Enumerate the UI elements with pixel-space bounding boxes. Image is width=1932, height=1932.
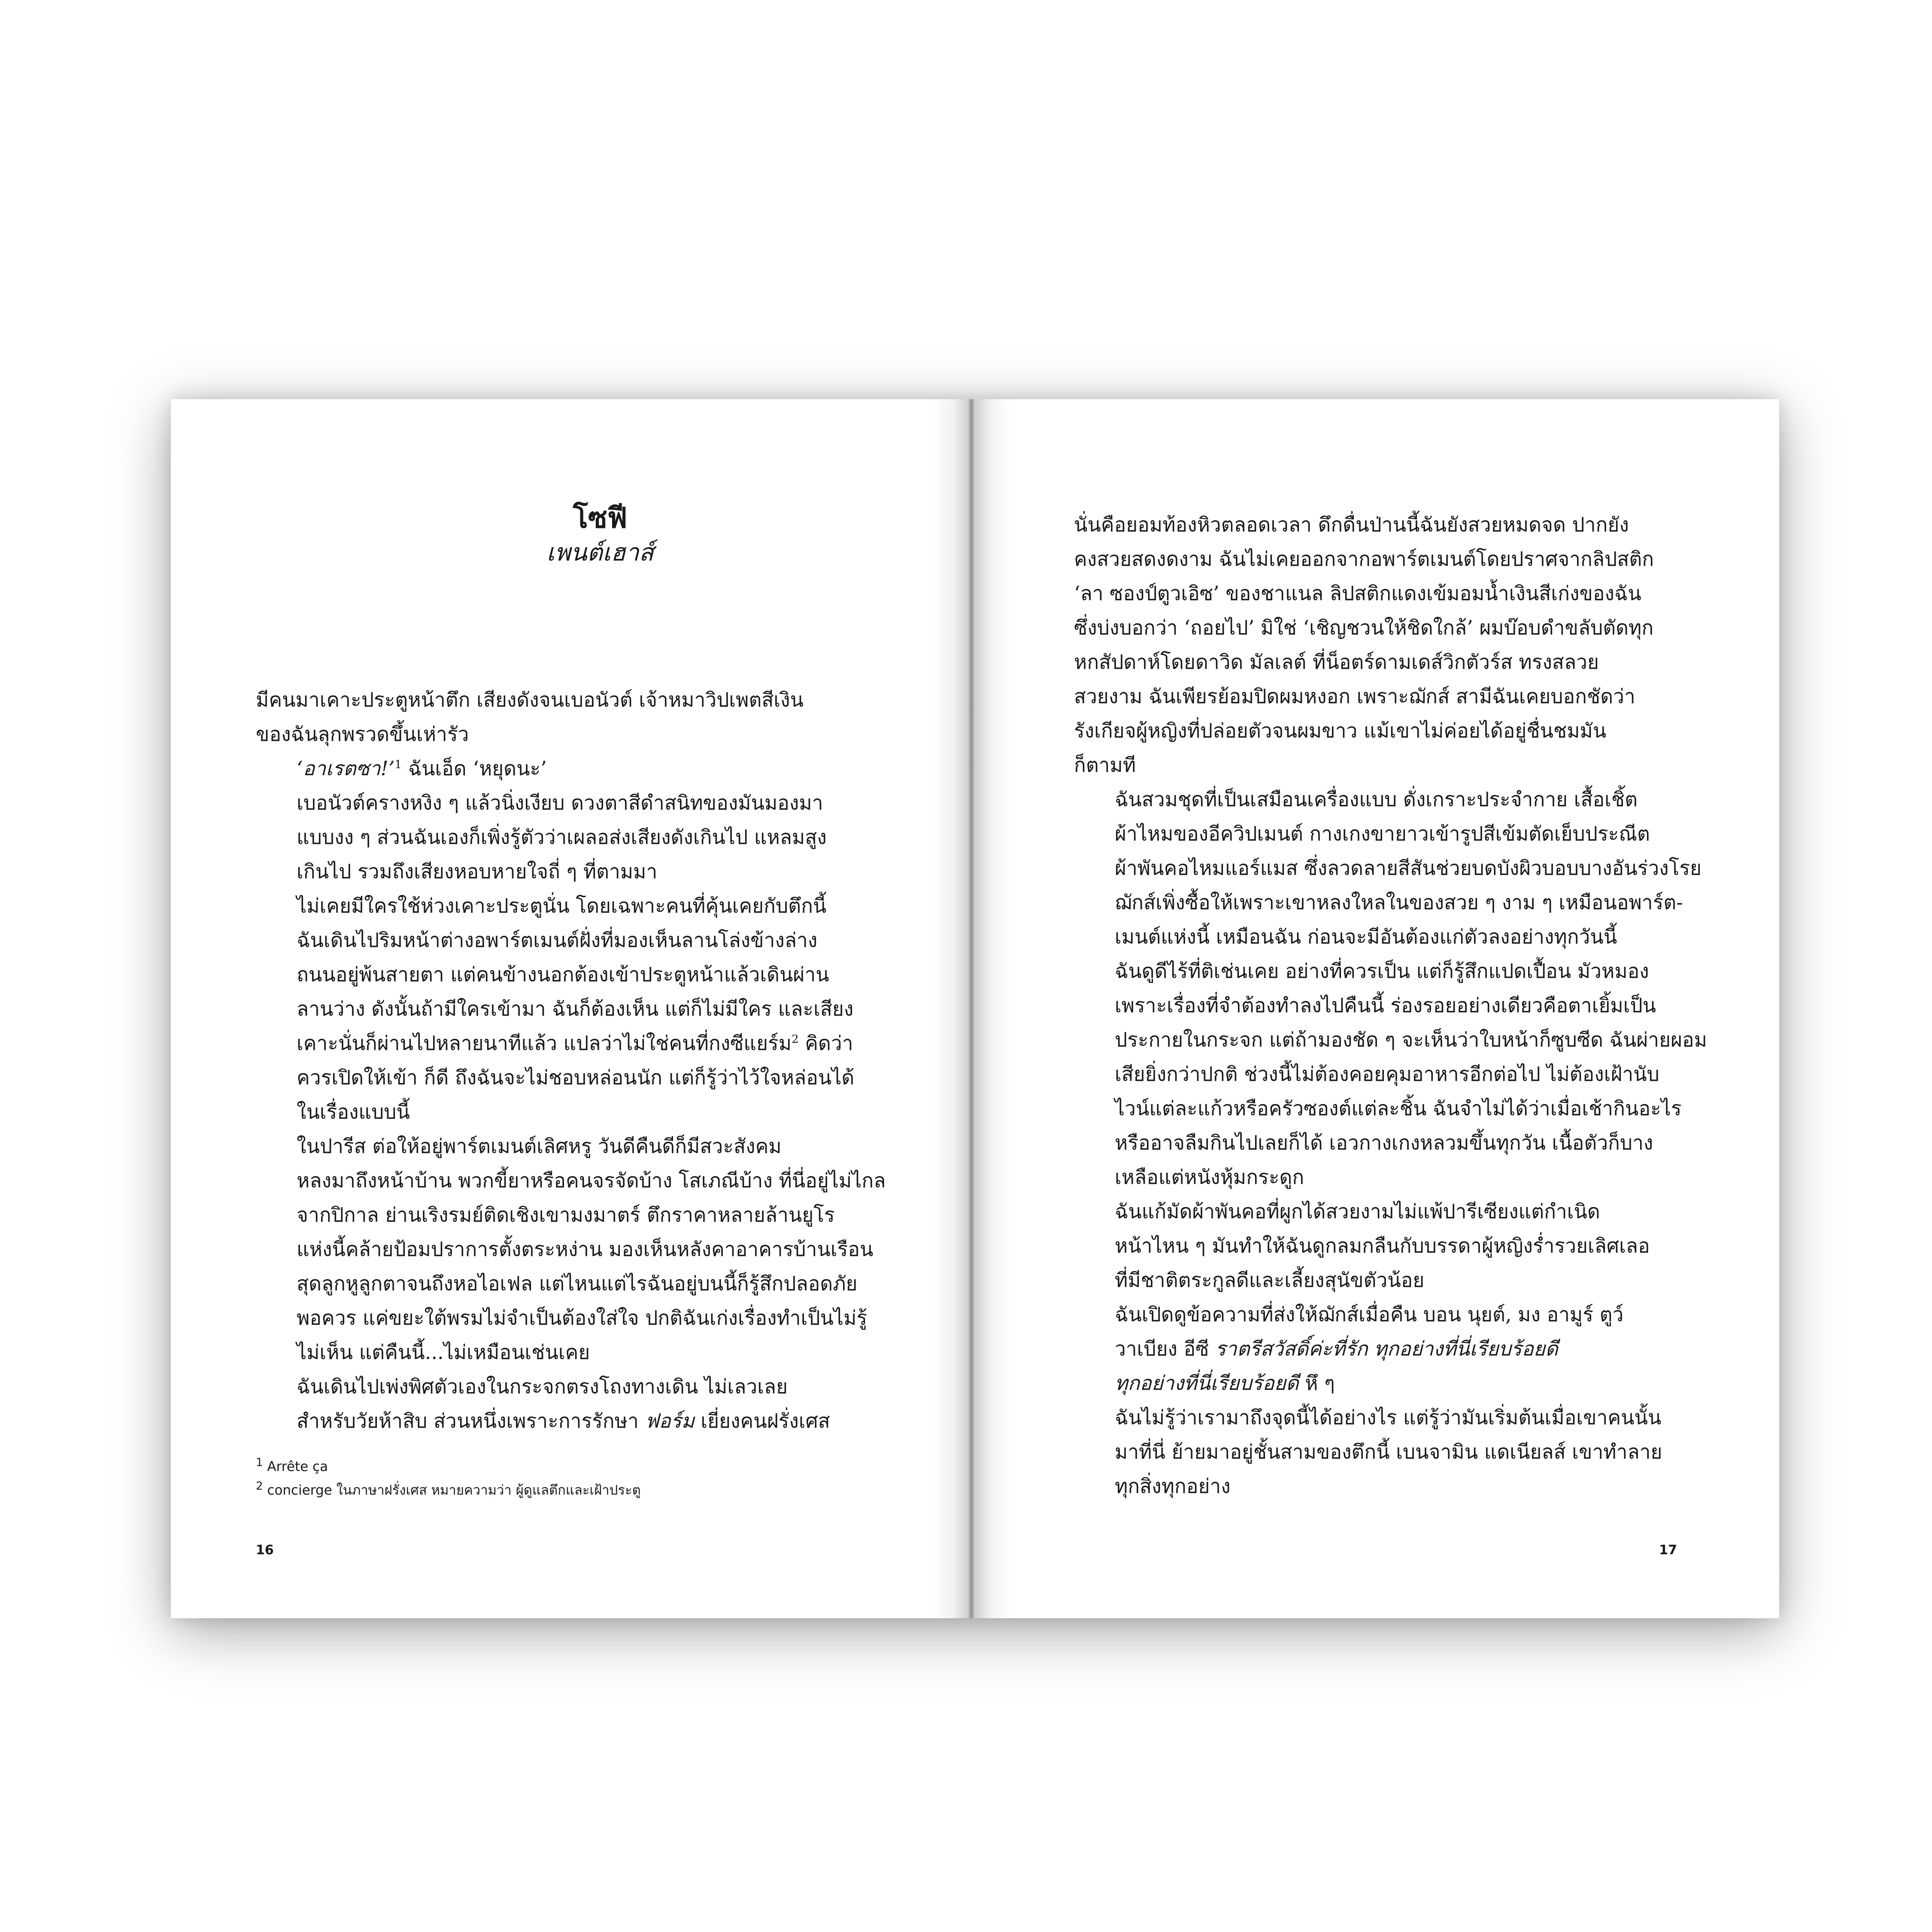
chapter-heading [428, 499, 772, 568]
text-line: สุดลูกหูลูกตาจนถึงหอไอเฟล แต่ไหนแต่ไรฉันอยู่บนนี้ก็รู้สึกปลอดภัย [297, 1272, 858, 1295]
open-book [171, 399, 1779, 1618]
text-line: ฉันสวมชุดที่เป็นเสมือนเครื่องแบบ ดั่งเกราะประจำกาย เสื้อเชิ้ต [1115, 788, 1638, 811]
text-line: ทุกสิ่งทุกอย่าง [1115, 1474, 1231, 1498]
text-line: หลงมาถึงหน้าบ้าน พวกขี้ยาหรือคนจรจัดบ้าง โสเภณีบ้าง ที่นี่อยู่ไม่ไกล [297, 1169, 886, 1192]
paragraph [1074, 782, 1752, 954]
text-line: เมนต์แห่งนี้ เหมือนฉัน ก่อนจะมีอันต้องแก่ตัวลงอย่างทุกวันนี้ [1115, 925, 1617, 948]
text-line: ลานว่าง ดังนั้นถ้ามีใครเข้ามา ฉันก็ต้องเห็น แต่ก็ไม่มีใคร และเสียง [297, 997, 854, 1020]
exclamation-quote: ‘อาเรตซา!’ [297, 757, 395, 780]
text-line: ถนนอยู่พ้นสายตา แต่คนข้างนอกต้องเข้าประตูหน้าแล้วเดินผ่าน [297, 963, 829, 986]
text-line [256, 1404, 930, 1438]
paragraph [256, 751, 930, 786]
paragraph [256, 1129, 930, 1369]
text-line: รังเกียจผู้หญิงที่ปล่อยตัวจนผมขาว แม้เขาไม่ค่อยได้อยู่ชื่นชมมัน [1074, 719, 1607, 742]
gutter-shadow-left [933, 399, 972, 1618]
text-line: มาที่นี่ ย้ายมาอยู่ชั้นสามของตึกนี้ เบนจามิน แดเนียลส์ เขาทำลาย [1115, 1440, 1662, 1463]
chapter-title: โซฟี [573, 501, 628, 534]
page-number: 17 [1659, 1543, 1677, 1558]
footnote-text: concierge ในภาษาฝรั่งเศส หมายความว่า ผู้ดูแลตึกและเฝ้าประตู [263, 1483, 641, 1498]
text-line: ไม่เคยมีใครใช้ห่วงเคาะประตูนั่น โดยเฉพาะคนที่คุ้นเคยกับตึกนี้ [297, 894, 827, 917]
text-line: ประกายในกระจก แต่ถ้ามองชัด ๆ จะเห็นว่าใบหน้าก็ซูบซีด ฉันผ่ายผอม [1115, 1028, 1707, 1051]
text-line: เกินไป รวมถึงเสียงหอบหายใจถี่ ๆ ที่ตามมา [297, 860, 658, 883]
text-line: ฉันแก้มัดผ้าพันคอที่ผูกได้สวยงามไม่แพ้ปารีเซียงแต่กำเนิด [1115, 1200, 1600, 1223]
text-line: ซึ่งบ่งบอกว่า ‘ถอยไป’ มิใช่ ‘เชิญชวนให้ชิดใกล้’ ผมบ๊อบดำขลับตัดทุก [1074, 616, 1654, 639]
paragraph [256, 1369, 930, 1438]
text-fragment: เยี่ยงคนฝรั่งเศส [694, 1409, 830, 1432]
paragraph [1074, 1194, 1752, 1297]
footnote-marker: 2 [792, 1033, 799, 1046]
text-line: ฉันเดินไปริมหน้าต่างอพาร์ตเมนต์ฝั่งที่มองเห็นลานโล่งข้างล่าง [297, 928, 818, 952]
text-line: ฌักส์เพิ่งซื้อให้เพราะเขาหลงใหลในของสวย ๆ งาม ๆ เหมือนอพาร์ต- [1115, 891, 1683, 914]
page-number: 16 [256, 1543, 274, 1558]
text-fragment: คิดว่า [798, 1031, 853, 1055]
text-line: ‘ลา ซองป์ตูวเอิซ’ ของชาแนล ลิปสติกแดงเข้มอมน้ำเงินสีเก่งของฉัน [1074, 582, 1641, 605]
text-fragment: หึ ๆ [1298, 1371, 1335, 1395]
footnote-number: 1 [256, 1456, 263, 1469]
text-line [256, 1026, 930, 1060]
text-line: นั่นคือยอมท้องหิวตลอดเวลา ดึกดื่นป่านนี้ฉันยังสวยหมดจด ปากยัง [1074, 513, 1629, 536]
text-line: คงสวยสดงดงาม ฉันไม่เคยออกจากอพาร์ตเมนต์โดยปราศจากลิปสติก [1074, 547, 1654, 570]
footnote-marker: 1 [394, 758, 402, 771]
italic-message: ทุกอย่างที่นี่เรียบร้อยดี [1115, 1371, 1299, 1395]
left-page [171, 399, 972, 1618]
footnote-2 [256, 1479, 930, 1502]
text-line: ผ้าไหมของอีควิปเมนต์ กางเกงขายาวเข้ารูปสีเข้มตัดเย็บประณีต [1115, 822, 1650, 845]
paragraph [1074, 954, 1752, 1194]
text-line: เสียยิ่งกว่าปกติ ช่วงนี้ไม่ต้องคอยคุมอาหารอีกต่อไป ไม่ต้องเฝ้านับ [1115, 1062, 1659, 1086]
text-line: จากปิกาล ย่านเริงรมย์ติดเชิงเขามงมาตร์ ตึกราคาหลายล้านยูโร [297, 1203, 835, 1226]
footnote-number: 2 [256, 1480, 263, 1493]
gutter-shadow-right [972, 399, 1010, 1618]
text-fragment: ฉันเอ็ด ‘หยุดนะ’ [402, 757, 547, 780]
right-body-text [1074, 507, 1752, 1503]
text-fragment: สำหรับวัยห้าสิบ ส่วนหนึ่งเพราะการรักษา [297, 1409, 645, 1432]
text-line: หรืออาจลืมกินไปเลยก็ได้ เอวกางเกงหลวมขึ้นทุกวัน เนื้อตัวก็บาง [1115, 1131, 1653, 1154]
text-line: หน้าไหน ๆ มันทำให้ฉันดูกลมกลืนกับบรรดาผู้หญิงร่ำรวยเลิศเลอ [1115, 1234, 1650, 1257]
text-line: ของฉันลุกพรวดขึ้นเห่ารัว [256, 722, 469, 746]
paragraph [256, 682, 930, 751]
footnote-text: Arrête ça [263, 1459, 328, 1474]
text-line: ก็ตามที [1074, 753, 1136, 776]
right-page [972, 399, 1779, 1618]
left-body-text [256, 682, 930, 1438]
text-line: แบบงง ๆ ส่วนฉันเองก็เพิ่งรู้ตัวว่าเผลอส่งเสียงดังเกินไป แหลมสูง [297, 825, 827, 849]
paragraph [1074, 507, 1752, 782]
italic-message: ราตรีสวัสดิ์ค่ะที่รัก ทุกอย่างที่นี่เรียบร้อยดี [1215, 1337, 1558, 1360]
paragraph [1074, 1366, 1752, 1400]
footnotes [256, 1455, 930, 1502]
text-line: เพราะเรื่องที่จำต้องทำลงไปคืนนี้ ร่องรอยอย่างเดียวคือตาเยิ้มเป็น [1115, 994, 1656, 1017]
paragraph [1074, 1400, 1752, 1503]
text-line: ในปารีส ต่อให้อยู่พาร์ตเมนต์เลิศหรู วันดีคืนดีก็มีสวะสังคม [297, 1134, 782, 1158]
text-line: ผ้าพันคอไหมแอร์แมส ซึ่งลวดลายสีสันช่วยบดบังผิวบอบบางอันร่วงโรย [1115, 856, 1701, 880]
book-spine-fold [968, 399, 974, 1618]
text-line: ควรเปิดให้เข้า ก็ดี ถึงฉันจะไม่ชอบหล่อนนัก แต่ก็รู้ว่าไว้ใจหล่อนได้ [297, 1066, 855, 1089]
text-line: ไม่เห็น แต่คืนนี้...ไม่เหมือนเช่นเคย [297, 1341, 590, 1364]
text-line: เหลือแต่หนังหุ้มกระดูก [1115, 1165, 1304, 1189]
paragraph [1074, 1297, 1752, 1366]
text-line: ฉันเปิดดูข้อความที่ส่งให้ฌักส์เมื่อคืน บอน นุยต์, มง อามูร์ ตูว์ [1115, 1303, 1624, 1326]
text-line: แห่งนี้คล้ายป้อมปราการตั้งตระหง่าน มองเห็นหลังคาอาคารบ้านเรือน [297, 1237, 873, 1261]
text-line: ในเรื่องแบบนี้ [297, 1100, 410, 1123]
text-line: สวยงาม ฉันเพียรย้อมปิดผมหงอก เพราะฌักส์ สามีฉันเคยบอกชัดว่า [1074, 685, 1635, 708]
text-fragment: วาเบียง อีซี [1115, 1337, 1216, 1360]
footnote-1 [256, 1455, 930, 1479]
text-line [1074, 1331, 1752, 1366]
italic-word: ฟอร์ม [645, 1409, 695, 1432]
text-line: ที่มีชาติตระกูลดีและเลี้ยงสุนัขตัวน้อย [1115, 1268, 1425, 1292]
text-line: มีคนมาเคาะประตูหน้าตึก เสียงดังจนเบอนัวต์ เจ้าหมาวิปเพตสีเงิน [256, 688, 804, 711]
paragraph [256, 889, 930, 1129]
text-line: หกสัปดาห์โดยดาวิด มัลเลต์ ที่น็อตร์ดามเดส์วิกตัวร์ส ทรงสลวย [1074, 650, 1599, 673]
text-line: ฉันไม่รู้ว่าเรามาถึงจุดนี้ได้อย่างไร แต่รู้ว่ามันเริ่มต้นเมื่อเขาคนนั้น [1115, 1406, 1662, 1429]
text-line: ฉันเดินไปเพ่งพิศตัวเองในกระจกตรงโถงทางเดิน ไม่เลวเลย [297, 1375, 788, 1398]
text-line: พอควร แค่ขยะใต้พรมไม่จำเป็นต้องใส่ใจ ปกติฉันเก่งเรื่องทำเป็นไม่รู้ [297, 1306, 867, 1329]
text-line: ไวน์แต่ละแก้วหรือครัวซองต์แต่ละชิ้น ฉันจำไม่ได้ว่าเมื่อเช้ากินอะไร [1115, 1097, 1682, 1120]
text-line: ฉันดูดีไร้ที่ติเช่นเคย อย่างที่ควรเป็น แต่ก็รู้สึกแปดเปื้อน มัวหมอง [1115, 959, 1649, 983]
text-line: เบอนัวต์ครางหงิง ๆ แล้วนิ่งเงียบ ดวงตาสีดำสนิทของมันมองมา [297, 791, 823, 814]
text-fragment: เคาะนั่นก็ผ่านไปหลายนาทีแล้ว แปลว่าไม่ใช่คนที่กงซีแยร์ม [297, 1031, 792, 1055]
paragraph [256, 786, 930, 889]
chapter-subtitle: เพนต์เฮาส์ [546, 539, 654, 567]
